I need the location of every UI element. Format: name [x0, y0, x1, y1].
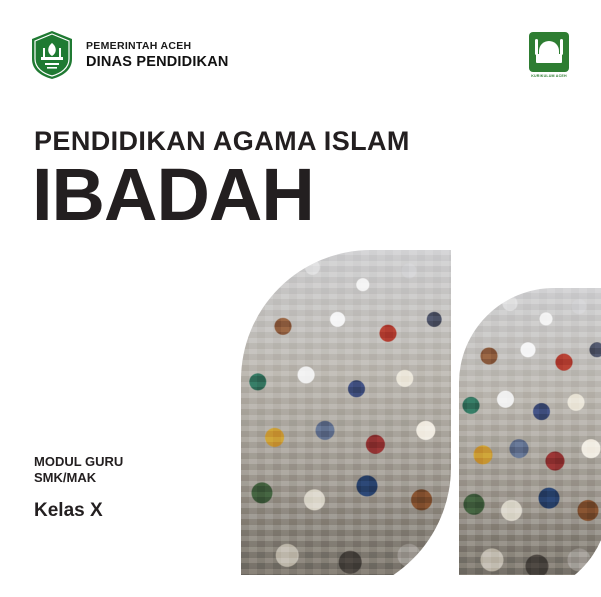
congregational-prayer-photo-right [459, 288, 601, 597]
page-title: IBADAH [32, 153, 314, 236]
cover-photo-collage [241, 250, 601, 597]
department-name: DINAS PENDIDIKAN [86, 53, 229, 70]
government-text [86, 40, 229, 71]
government-header [30, 30, 229, 80]
grade-label: Kelas X [34, 500, 103, 521]
congregational-prayer-photo-left [241, 250, 451, 597]
curriculum-logo [525, 32, 573, 78]
curriculum-logo-caption: KURIKULUM ACEH [531, 74, 567, 78]
aceh-government-crest-icon [30, 30, 74, 80]
government-name: PEMERINTAH ACEH [86, 39, 192, 52]
subject-title: PENDIDIKAN AGAMA ISLAM [34, 126, 410, 156]
school-level-label: SMK/MAK [34, 469, 97, 485]
module-type-label: MODUL GURU [34, 453, 124, 469]
bottom-white-bar [0, 575, 601, 597]
mosque-icon [529, 32, 569, 72]
cover-meta [34, 454, 123, 523]
